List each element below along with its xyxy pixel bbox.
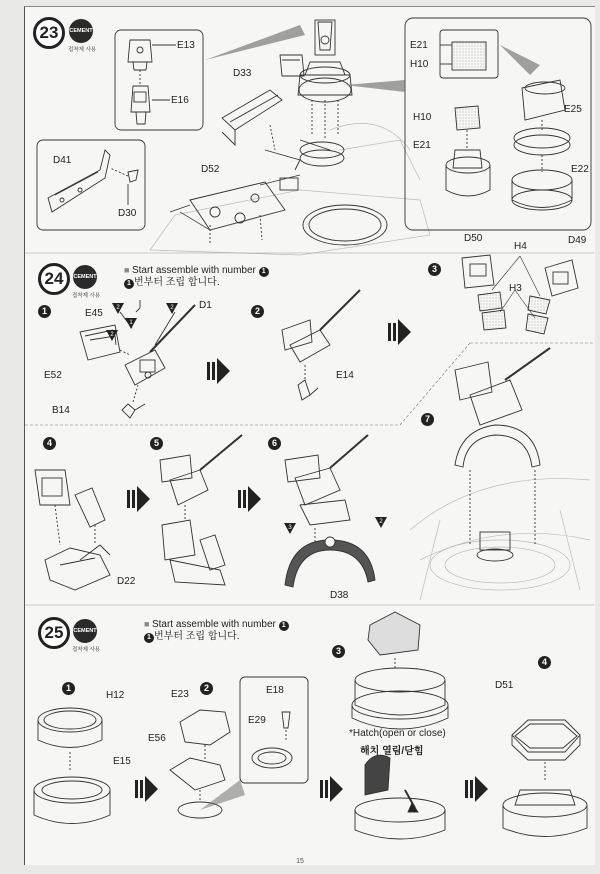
part-h12 — [38, 708, 102, 748]
label-h10-top: H10 — [410, 59, 429, 70]
start-number-badge: 1 — [144, 633, 154, 643]
hull-ghost — [150, 123, 430, 255]
svg-text:2: 2 — [110, 332, 114, 338]
substep-4: 4 — [538, 656, 551, 669]
label-d51: D51 — [495, 680, 514, 691]
label-d49: D49 — [568, 235, 587, 246]
label-e29: E29 — [248, 715, 266, 726]
gun-assembly-7 — [455, 348, 550, 467]
part-d50 — [462, 255, 494, 288]
callout-marker — [166, 303, 178, 314]
substep-1: 1 — [38, 305, 51, 318]
cement-icon: CEMENT — [73, 265, 97, 289]
label-e45: E45 — [85, 308, 103, 319]
gun-assembly-2 — [282, 290, 360, 400]
part-h4-b — [528, 296, 550, 314]
callout-marker — [375, 517, 387, 528]
svg-text:2: 2 — [170, 305, 174, 311]
step-24-number: 24 — [38, 263, 70, 295]
step-24-instruction-ko: 1 번부터 조립 합니다. — [124, 277, 220, 289]
part-e25 — [514, 80, 570, 155]
label-h12: H12 — [106, 690, 125, 701]
cupola-step3 — [352, 668, 448, 729]
part-b14 — [122, 404, 145, 418]
callout-marker — [112, 303, 124, 314]
substep-6: 6 — [268, 437, 281, 450]
part-rail — [222, 90, 282, 145]
part-d22 — [45, 545, 110, 590]
label-e22: E22 — [571, 164, 589, 175]
substep-3: 3 — [332, 645, 345, 658]
part-d52 — [170, 175, 300, 245]
label-d30: D30 — [118, 208, 137, 219]
hull-fittings — [265, 140, 330, 190]
cement-icon: CEMENT — [69, 19, 93, 43]
hatch-cover — [368, 612, 420, 655]
part-e15 — [34, 777, 110, 824]
svg-text:2: 2 — [379, 519, 383, 525]
start-number-badge: 1 — [259, 267, 269, 277]
substep-3: 3 — [428, 263, 441, 276]
label-h10: H10 — [413, 112, 432, 123]
part-d51 — [512, 720, 580, 760]
label-b14: B14 — [52, 405, 70, 416]
substep-5: 5 — [150, 437, 163, 450]
label-h4: H4 — [514, 241, 527, 252]
start-number-badge: 1 — [124, 279, 134, 289]
part-e18 — [282, 712, 290, 728]
gun-assembly-6 — [285, 435, 368, 525]
callout-marker — [125, 318, 137, 329]
step-arrow — [127, 486, 150, 512]
part-h3-a — [482, 310, 506, 330]
step-arrow — [207, 358, 230, 384]
label-e25: E25 — [564, 104, 582, 115]
cupola-step3-open — [355, 755, 445, 839]
part-commander-cupola — [298, 20, 352, 102]
part-d1-gun — [125, 305, 195, 385]
part-h10 — [455, 106, 480, 130]
label-e13: E13 — [177, 40, 195, 51]
label-h3: H3 — [509, 283, 522, 294]
hatch-note-en: *Hatch(open or close) — [349, 728, 446, 739]
step-arrow — [320, 776, 343, 802]
part-h10-fitted — [452, 42, 486, 70]
label-d38: D38 — [330, 590, 349, 601]
part-d49 — [545, 260, 578, 296]
label-d41: D41 — [53, 155, 72, 166]
label-e52: E52 — [44, 370, 62, 381]
cupola-step4 — [503, 790, 587, 837]
label-e21-top: E21 — [410, 40, 428, 51]
step-24-instruction-en: ■ Start assemble with number 1 — [124, 264, 269, 277]
cement-note: 접착제 사용 — [72, 647, 101, 653]
part-h4-a — [478, 292, 502, 311]
substep-2: 2 — [200, 682, 213, 695]
label-e56: E56 — [148, 733, 166, 744]
part-e21 — [446, 150, 490, 196]
label-d33: D33 — [233, 68, 252, 79]
label-d52: D52 — [201, 164, 220, 175]
part-e56 — [170, 758, 225, 790]
svg-text:3: 3 — [288, 525, 292, 531]
gun-assembly-5 — [160, 435, 242, 585]
step-arrow — [388, 319, 411, 345]
label-e15: E15 — [113, 756, 131, 767]
cement-icon: CEMENT — [73, 619, 97, 643]
part-e16 — [131, 86, 150, 124]
part-d30 — [128, 170, 138, 182]
start-number-badge: 1 — [279, 621, 289, 631]
part-e23 — [180, 710, 230, 745]
cement-note: 접착제 사용 — [72, 293, 101, 299]
part-ammo-box-a — [35, 470, 70, 505]
turret-ghost — [410, 479, 590, 600]
step-25-instruction-ko: 1 번부터 조립 합니다. — [144, 631, 240, 643]
cement-note: 접착제 사용 — [68, 47, 97, 53]
label-e16: E16 — [171, 95, 189, 106]
svg-text:2: 2 — [116, 305, 120, 311]
substep-2: 2 — [251, 305, 264, 318]
callout-marker — [106, 330, 118, 341]
callout-marker — [284, 523, 296, 534]
label-d22: D22 — [117, 576, 136, 587]
part-d38 — [285, 537, 375, 587]
part-ammo-box-b — [75, 488, 105, 527]
svg-text:1: 1 — [129, 320, 133, 326]
substep-4: 4 — [43, 437, 56, 450]
label-e23: E23 — [171, 689, 189, 700]
step-arrow — [465, 776, 488, 802]
part-e29 — [252, 748, 292, 768]
step-arrow — [238, 486, 261, 512]
hatch-note-ko: 해치 열림/닫힘 — [360, 746, 424, 757]
substep-1: 1 — [62, 682, 75, 695]
step-23-number: 23 — [33, 17, 65, 49]
substep-7: 7 — [421, 413, 434, 426]
label-e18: E18 — [266, 685, 284, 696]
label-e14: E14 — [336, 370, 354, 381]
label-d1: D1 — [199, 300, 212, 311]
step-25-instruction-en: ■ Start assemble with number 1 — [144, 618, 289, 631]
step-arrow — [135, 776, 158, 802]
part-e22 — [512, 170, 572, 210]
part-e13 — [128, 40, 152, 70]
part-h3-b — [526, 314, 548, 334]
label-d50: D50 — [464, 233, 483, 244]
label-e21: E21 — [413, 140, 431, 151]
page-number: 15 — [296, 858, 304, 865]
step-25-number: 25 — [38, 617, 70, 649]
